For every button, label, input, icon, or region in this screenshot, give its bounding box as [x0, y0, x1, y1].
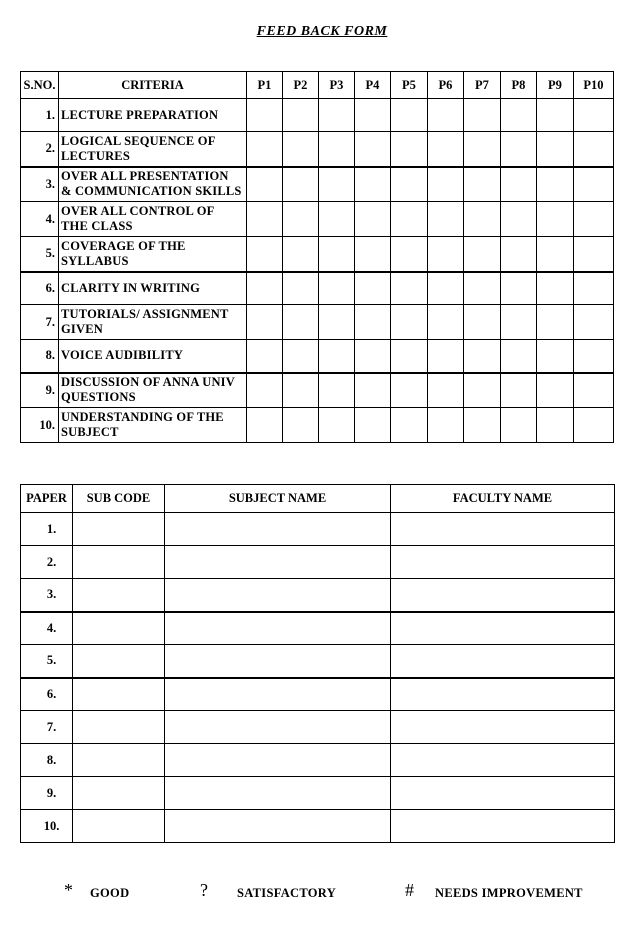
rating-cell[interactable] — [319, 237, 355, 272]
sub-code-cell[interactable] — [73, 777, 165, 810]
criteria-line-1: LECTURE PREPARATION — [61, 107, 219, 122]
sub-code-cell[interactable] — [73, 810, 165, 843]
satisfactory-label: SATISFACTORY — [237, 886, 337, 900]
rating-cell[interactable] — [391, 237, 428, 272]
criteria-header-row — [21, 72, 614, 99]
rating-cell[interactable] — [501, 272, 537, 305]
rating-cell[interactable] — [574, 99, 614, 132]
rating-cell[interactable] — [574, 373, 614, 408]
criteria-row — [21, 272, 614, 305]
rating-cell[interactable] — [428, 237, 464, 272]
rating-cell[interactable] — [537, 132, 574, 167]
rating-cell[interactable] — [391, 305, 428, 340]
faculty-name-cell[interactable] — [391, 513, 615, 546]
rating-cell[interactable] — [319, 340, 355, 373]
criteria-line-1: CLARITY IN WRITING — [61, 280, 201, 295]
rating-cell[interactable] — [501, 237, 537, 272]
criteria-text — [59, 99, 247, 132]
criteria-line-1: OVER ALL CONTROL OF — [61, 204, 215, 218]
rating-cell[interactable] — [247, 408, 283, 443]
rating-cell[interactable] — [464, 237, 501, 272]
rating-cell[interactable] — [355, 305, 391, 340]
paper-row — [21, 810, 615, 843]
criteria-text — [59, 167, 247, 202]
rating-cell[interactable] — [283, 340, 319, 373]
rating-cell[interactable] — [319, 167, 355, 202]
sub-code-cell[interactable] — [73, 711, 165, 744]
good-label: GOOD — [90, 886, 130, 900]
criteria-sno: 3. — [21, 167, 59, 202]
rating-cell[interactable] — [391, 132, 428, 167]
rating-cell[interactable] — [574, 167, 614, 202]
criteria-header-cell: P2 — [283, 72, 319, 99]
criteria-line-2: THE CLASS — [61, 219, 133, 233]
subject-name-cell[interactable] — [165, 612, 391, 645]
subject-name-cell[interactable] — [165, 546, 391, 579]
rating-cell[interactable] — [319, 305, 355, 340]
subject-name-cell[interactable] — [165, 777, 391, 810]
satisfactory-symbol: ? — [200, 880, 208, 900]
criteria-header-cell: P5 — [391, 72, 428, 99]
rating-cell[interactable] — [391, 408, 428, 443]
subject-name-cell[interactable] — [165, 579, 391, 612]
faculty-name-cell[interactable] — [391, 612, 615, 645]
rating-cell[interactable] — [391, 373, 428, 408]
criteria-table — [20, 71, 614, 443]
rating-cell[interactable] — [537, 237, 574, 272]
criteria-header-cell: P10 — [574, 72, 614, 99]
criteria-text — [59, 340, 247, 373]
rating-cell[interactable] — [537, 99, 574, 132]
rating-cell[interactable] — [537, 340, 574, 373]
rating-cell[interactable] — [464, 408, 501, 443]
criteria-line-2: LECTURES — [61, 148, 130, 163]
rating-cell[interactable] — [464, 272, 501, 305]
criteria-sno: 6. — [21, 272, 59, 305]
rating-cell[interactable] — [319, 99, 355, 132]
rating-cell[interactable] — [283, 305, 319, 340]
rating-cell[interactable] — [537, 272, 574, 305]
paper-row — [21, 546, 615, 579]
rating-cell[interactable] — [464, 132, 501, 167]
rating-cell[interactable] — [355, 167, 391, 202]
faculty-name-cell[interactable] — [391, 579, 615, 612]
subject-name-cell[interactable] — [165, 513, 391, 546]
criteria-row — [21, 132, 614, 167]
subject-name-cell[interactable] — [165, 810, 391, 843]
paper-number: 3. — [21, 579, 73, 612]
paper-number: 4. — [21, 612, 73, 645]
paper-row — [21, 711, 615, 744]
criteria-line-1: COVERAGE OF THE — [61, 238, 186, 253]
rating-cell[interactable] — [319, 373, 355, 408]
rating-cell[interactable] — [501, 305, 537, 340]
criteria-header-cell: CRITERIA — [59, 72, 247, 99]
criteria-text — [59, 373, 247, 408]
rating-cell[interactable] — [283, 132, 319, 167]
rating-cell[interactable] — [319, 272, 355, 305]
criteria-line-1: UNDERSTANDING OF THE — [61, 410, 224, 424]
rating-cell[interactable] — [283, 167, 319, 202]
rating-cell[interactable] — [283, 408, 319, 443]
criteria-text — [59, 408, 247, 443]
criteria-line-1: TUTORIALS/ ASSIGNMENT — [61, 307, 229, 321]
rating-cell[interactable] — [283, 99, 319, 132]
rating-cell[interactable] — [247, 167, 283, 202]
rating-cell[interactable] — [247, 272, 283, 305]
rating-legend — [0, 880, 634, 904]
paper-row — [21, 513, 615, 546]
paper-header-cell: PAPER — [21, 485, 73, 513]
criteria-sno: 1. — [21, 99, 59, 132]
rating-cell[interactable] — [355, 99, 391, 132]
rating-cell[interactable] — [464, 167, 501, 202]
rating-cell[interactable] — [464, 202, 501, 237]
faculty-name-cell[interactable] — [391, 645, 615, 678]
criteria-header-cell: P1 — [247, 72, 283, 99]
rating-cell[interactable] — [501, 99, 537, 132]
rating-cell[interactable] — [428, 408, 464, 443]
rating-cell[interactable] — [283, 272, 319, 305]
paper-number: 9. — [21, 777, 73, 810]
rating-cell[interactable] — [391, 272, 428, 305]
criteria-row — [21, 99, 614, 132]
rating-cell[interactable] — [428, 132, 464, 167]
rating-cell[interactable] — [247, 305, 283, 340]
paper-number: 6. — [21, 678, 73, 711]
faculty-name-cell[interactable] — [391, 711, 615, 744]
criteria-header-cell: P3 — [319, 72, 355, 99]
rating-cell[interactable] — [355, 340, 391, 373]
criteria-line-1: VOICE AUDIBILITY — [61, 348, 184, 363]
rating-cell[interactable] — [428, 305, 464, 340]
sub-code-cell[interactable] — [73, 513, 165, 546]
criteria-sno: 2. — [21, 132, 59, 167]
paper-number: 8. — [21, 744, 73, 777]
rating-cell[interactable] — [574, 272, 614, 305]
rating-cell[interactable] — [428, 272, 464, 305]
faculty-name-cell[interactable] — [391, 546, 615, 579]
rating-cell[interactable] — [501, 408, 537, 443]
rating-cell[interactable] — [391, 202, 428, 237]
sub-code-cell[interactable] — [73, 546, 165, 579]
paper-number: 2. — [21, 546, 73, 579]
rating-cell[interactable] — [574, 305, 614, 340]
criteria-sno: 5. — [21, 237, 59, 272]
rating-cell[interactable] — [464, 99, 501, 132]
rating-cell[interactable] — [247, 132, 283, 167]
faculty-name-cell[interactable] — [391, 810, 615, 843]
rating-cell[interactable] — [428, 340, 464, 373]
criteria-row — [21, 305, 614, 340]
rating-cell[interactable] — [537, 305, 574, 340]
paper-header-row — [21, 485, 615, 513]
rating-cell[interactable] — [283, 202, 319, 237]
rating-cell[interactable] — [247, 237, 283, 272]
rating-cell[interactable] — [355, 202, 391, 237]
faculty-name-cell[interactable] — [391, 678, 615, 711]
needs-improvement-label: NEEDS IMPROVEMENT — [435, 886, 583, 900]
rating-cell[interactable] — [247, 202, 283, 237]
criteria-text — [59, 202, 247, 237]
rating-cell[interactable] — [355, 132, 391, 167]
rating-cell[interactable] — [574, 408, 614, 443]
rating-cell[interactable] — [501, 340, 537, 373]
paper-number: 1. — [21, 513, 73, 546]
rating-cell[interactable] — [391, 99, 428, 132]
rating-cell[interactable] — [574, 237, 614, 272]
subject-name-cell[interactable] — [165, 645, 391, 678]
rating-cell[interactable] — [283, 373, 319, 408]
criteria-sno: 9. — [21, 373, 59, 408]
sub-code-cell[interactable] — [73, 744, 165, 777]
paper-row — [21, 678, 615, 711]
criteria-sno: 4. — [21, 202, 59, 237]
good-symbol: * — [64, 880, 73, 900]
rating-cell[interactable] — [428, 373, 464, 408]
criteria-header-cell: S.NO. — [21, 72, 59, 99]
criteria-sno: 8. — [21, 340, 59, 373]
criteria-header-cell: P7 — [464, 72, 501, 99]
criteria-line-2: GIVEN — [61, 322, 103, 336]
paper-row — [21, 777, 615, 810]
criteria-row — [21, 408, 614, 443]
faculty-name-cell[interactable] — [391, 744, 615, 777]
rating-cell[interactable] — [319, 132, 355, 167]
paper-table — [20, 484, 615, 843]
sub-code-cell[interactable] — [73, 612, 165, 645]
rating-cell[interactable] — [319, 202, 355, 237]
rating-cell[interactable] — [391, 167, 428, 202]
rating-cell[interactable] — [355, 237, 391, 272]
paper-number: 10. — [21, 810, 73, 843]
paper-header-cell: FACULTY NAME — [391, 485, 615, 513]
criteria-text — [59, 305, 247, 340]
criteria-row — [21, 340, 614, 373]
paper-header-cell: SUB CODE — [73, 485, 165, 513]
rating-cell[interactable] — [574, 132, 614, 167]
criteria-line-2: SUBJECT — [61, 425, 119, 439]
rating-cell[interactable] — [537, 202, 574, 237]
faculty-name-cell[interactable] — [391, 777, 615, 810]
paper-number: 7. — [21, 711, 73, 744]
paper-header-cell: SUBJECT NAME — [165, 485, 391, 513]
rating-cell[interactable] — [537, 167, 574, 202]
criteria-row — [21, 237, 614, 272]
needs-improvement-symbol: # — [405, 880, 414, 900]
rating-cell[interactable] — [355, 408, 391, 443]
rating-cell[interactable] — [537, 373, 574, 408]
criteria-row — [21, 373, 614, 408]
paper-row — [21, 612, 615, 645]
criteria-line-1: LOGICAL SEQUENCE OF — [61, 133, 216, 148]
criteria-header-cell: P8 — [501, 72, 537, 99]
subject-name-cell[interactable] — [165, 711, 391, 744]
criteria-text — [59, 237, 247, 272]
criteria-line-2: SYLLABUS — [61, 253, 129, 268]
criteria-row — [21, 202, 614, 237]
rating-cell[interactable] — [428, 167, 464, 202]
rating-cell[interactable] — [319, 408, 355, 443]
rating-cell[interactable] — [428, 99, 464, 132]
criteria-text — [59, 132, 247, 167]
rating-cell[interactable] — [501, 132, 537, 167]
rating-cell[interactable] — [428, 202, 464, 237]
paper-row — [21, 579, 615, 612]
sub-code-cell[interactable] — [73, 579, 165, 612]
form-title: FEED BACK FORM — [256, 24, 388, 39]
rating-cell[interactable] — [501, 202, 537, 237]
rating-cell[interactable] — [464, 340, 501, 373]
rating-cell[interactable] — [501, 167, 537, 202]
criteria-row — [21, 167, 614, 202]
rating-cell[interactable] — [574, 202, 614, 237]
sub-code-cell[interactable] — [73, 678, 165, 711]
criteria-line-1: OVER ALL PRESENTATION — [61, 169, 229, 184]
criteria-header-cell: P4 — [355, 72, 391, 99]
criteria-text — [59, 272, 247, 305]
paper-row — [21, 645, 615, 678]
rating-cell[interactable] — [247, 99, 283, 132]
rating-cell[interactable] — [391, 340, 428, 373]
rating-cell[interactable] — [537, 408, 574, 443]
paper-row — [21, 744, 615, 777]
rating-cell[interactable] — [247, 373, 283, 408]
rating-cell[interactable] — [464, 373, 501, 408]
rating-cell[interactable] — [247, 340, 283, 373]
rating-cell[interactable] — [501, 373, 537, 408]
criteria-line-1: DISCUSSION OF ANNA UNIV — [61, 375, 235, 390]
criteria-line-2: QUESTIONS — [61, 390, 136, 405]
criteria-header-cell: P9 — [537, 72, 574, 99]
subject-name-cell[interactable] — [165, 744, 391, 777]
rating-cell[interactable] — [464, 305, 501, 340]
sub-code-cell[interactable] — [73, 645, 165, 678]
subject-name-cell[interactable] — [165, 678, 391, 711]
paper-number: 5. — [21, 645, 73, 678]
rating-cell[interactable] — [283, 237, 319, 272]
criteria-header-cell: P6 — [428, 72, 464, 99]
criteria-sno: 7. — [21, 305, 59, 340]
criteria-sno: 10. — [21, 408, 59, 443]
rating-cell[interactable] — [355, 373, 391, 408]
rating-cell[interactable] — [574, 340, 614, 373]
rating-cell[interactable] — [355, 272, 391, 305]
criteria-line-2: & COMMUNICATION SKILLS — [61, 184, 242, 199]
